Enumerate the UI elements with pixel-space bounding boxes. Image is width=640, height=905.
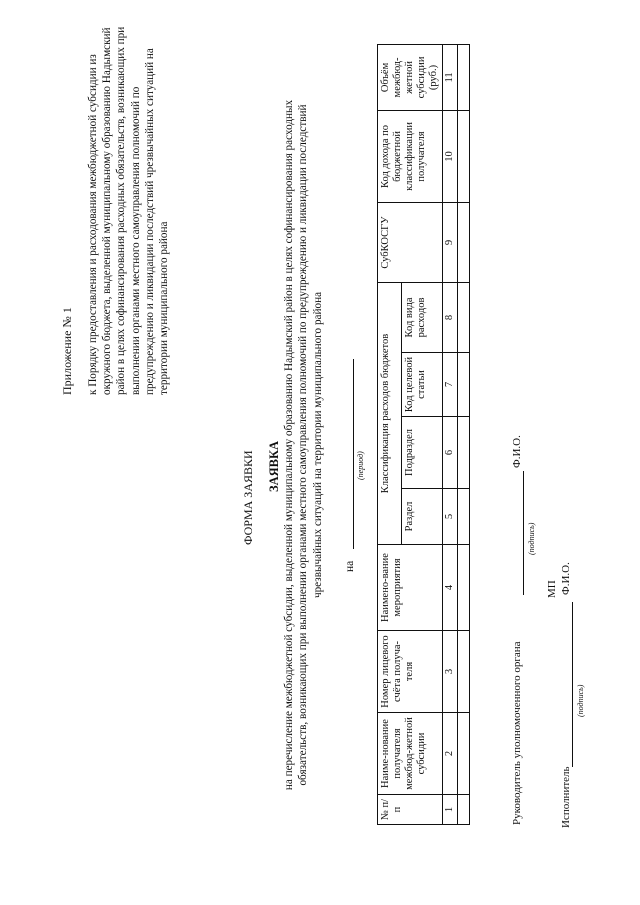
executor-label: Исполнитель	[560, 766, 572, 828]
form-title: ФОРМА ЗАЯВКИ	[241, 450, 255, 545]
table-cell[interactable]	[458, 795, 470, 825]
table-cell[interactable]	[458, 282, 470, 352]
header-event-name: Наимено-вание мероприятия	[378, 545, 443, 631]
executor-signature-caption: (подпись)	[576, 684, 585, 717]
executor-signature-field[interactable]	[572, 602, 573, 767]
header-subsection: Подраздел	[402, 417, 443, 489]
table-cell[interactable]	[458, 110, 470, 202]
period-prefix: на	[344, 560, 356, 572]
period-caption: (период)	[356, 451, 365, 480]
appendix-text: к Порядку предоставления и расходования межбюджетной субсидии из окружного бюджета, выделенной муниципальному образованию Надымский район в целях софинансирования расходных обязательств, возникающих при выполнении органами местного самоуправления полномочий по предупреждению и ликвидации последствий чрезвычайных ситуаций на территории муниципального района	[87, 26, 171, 395]
header-budget-classification: Классификация расходов бюджетов	[378, 282, 402, 544]
table-cell[interactable]	[458, 489, 470, 545]
table-cell[interactable]	[458, 417, 470, 489]
header-income-code: Код дохода по бюджетной классификации получателя	[378, 110, 443, 202]
column-number: 9	[443, 202, 458, 282]
application-table	[377, 44, 470, 825]
head-signature-tail	[523, 471, 524, 475]
header-subsidy-volume: Объём межбюд-жетной субсидии (руб.)	[378, 44, 443, 110]
header-account-number: Номер лицевого счёта получа-теля	[378, 631, 443, 713]
executor-fio: Ф.И.О.	[560, 562, 572, 595]
head-label: Руководитель уполномоченного органа	[511, 641, 523, 825]
column-number: 5	[443, 489, 458, 545]
head-signature-caption: (подпись)	[527, 522, 536, 555]
column-number: 4	[443, 545, 458, 631]
table-cell[interactable]	[458, 631, 470, 713]
head-fio: Ф.И.О.	[511, 435, 523, 468]
header-section: Раздел	[402, 489, 443, 545]
table-cell[interactable]	[458, 713, 470, 795]
header-expense-type-code: Код вида расходов	[402, 282, 443, 352]
column-number: 2	[443, 713, 458, 795]
column-number: 11	[443, 44, 458, 110]
table-cell[interactable]	[458, 353, 470, 417]
header-kosgu: СубКОСГУ	[378, 202, 443, 282]
document-subheading: на перечисление межбюджетной субсидии, выделенной муниципальному образованию Надымский район в целях софинансирования расходных обязательств, возникающих при выполнении органами местного самоуправления полномочий по предупреждению и ликвидации последствий чрезвычайных ситуаций на территории муниципального района	[283, 99, 324, 791]
column-number: 10	[443, 110, 458, 202]
head-signature-field[interactable]	[523, 475, 524, 595]
table-header-row	[378, 44, 402, 824]
document-heading: ЗАЯВКА	[267, 440, 281, 492]
table-cell[interactable]	[458, 202, 470, 282]
column-number: 6	[443, 417, 458, 489]
stamp-place: МП	[546, 580, 558, 598]
appendix-title: Приложение № 1	[60, 307, 74, 395]
column-number: 1	[443, 795, 458, 825]
column-number: 7	[443, 353, 458, 417]
column-number: 8	[443, 282, 458, 352]
period-field[interactable]	[353, 359, 354, 549]
header-recipient-name: Наиме-нование получателя межбюд-жетной субсидии	[378, 713, 443, 795]
table-cell[interactable]	[458, 545, 470, 631]
column-number: 3	[443, 631, 458, 713]
table-row	[458, 44, 470, 824]
table-cell[interactable]	[458, 44, 470, 110]
header-num: № п/п	[378, 795, 443, 825]
column-numbers-row	[443, 44, 458, 824]
header-target-code: Код целевой статьи	[402, 353, 443, 417]
